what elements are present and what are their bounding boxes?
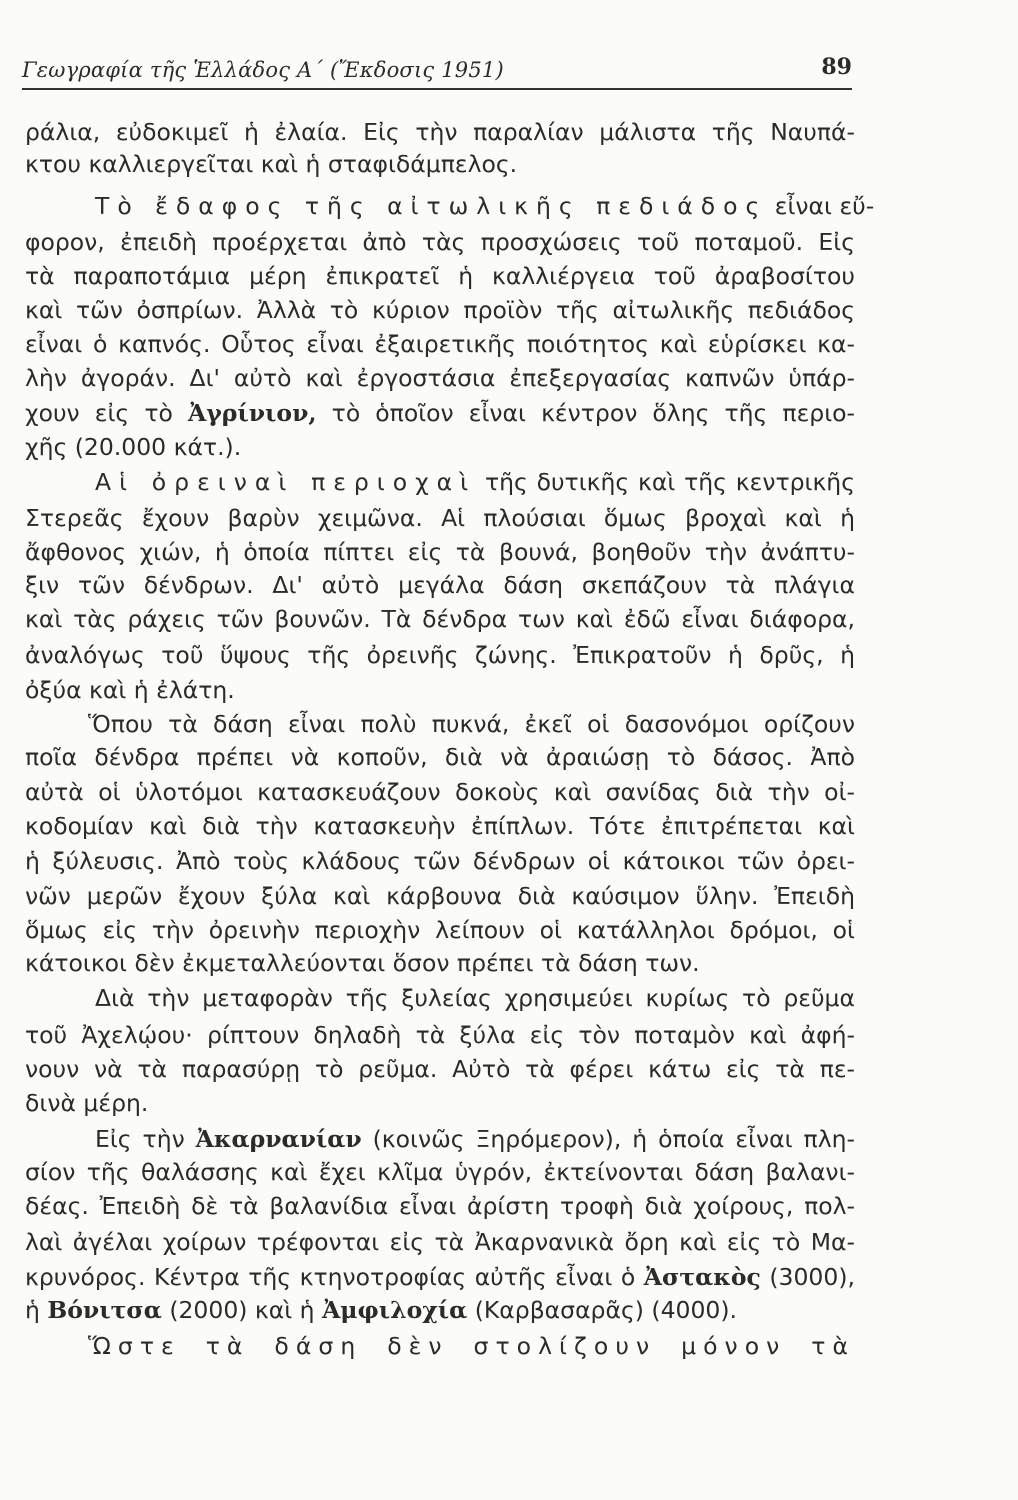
text-line: νουν νὰ τὰ παρασύρῃ τὸ ρεῦμα. Αὐτὸ τὰ φέρει κάτω εἰς τὰ πε- (25, 1055, 855, 1083)
text-span: (2000) καὶ ἡ (169, 1296, 315, 1324)
text-span: τὸ ὁποῖον εἶναι κέντρον ὅλης τῆς περιο- (331, 399, 856, 427)
text-line: καὶ τὰς ράχεις τῶν βουνῶν. Τὰ δένδρα των καὶ ἐδῶ εἶναι διάφορα, (25, 605, 855, 633)
text-line (25, 1262, 855, 1292)
place-name-amfilochia: Ἀμφιλοχία (322, 1296, 468, 1324)
place-name-agrinion: Ἀγρίνιον, (187, 399, 317, 427)
text-line: τὰ παραποτάμια μέρη ἐπικρατεῖ ἡ καλλιέργεια τοῦ ἀραβοσίτου (25, 262, 855, 290)
text-line: Ὅπου τὰ δάση εἶναι πολὺ πυκνά, ἐκεῖ οἱ δασονόμοι ορίζουν (88, 710, 855, 738)
text-line: καὶ τῶν ὀσπρίων. Ἀλλὰ τὸ κύριον προϊὸν τῆς αἰτωλικῆς πεδιάδος (25, 296, 855, 324)
text-line: κτου καλλιεργεῖται καὶ ἡ σταφιδάμπελος. (25, 150, 518, 178)
text-line (95, 467, 855, 497)
text-line: λαὶ ἀγέλαι χοίρων τρέφονται εἰς τὰ Ἀκαρνανικὰ ὄρη καὶ εἰς τὸ Μα- (25, 1228, 855, 1256)
spaced-emphasis: Τὸ ἔδαφος τῆς αἰτωλικῆς πεδιάδος (95, 192, 768, 220)
place-name-vonitsa: Βόνιτσα (47, 1296, 162, 1324)
text-line: ἄφθονος χιών, ἡ ὁποία πίπτει εἰς τὰ βουνά, βοηθοῦν τὴν ἀνάπτυ- (25, 538, 855, 566)
place-name-astakos: Ἀστακὸς (643, 1263, 761, 1291)
text-line: ποῖα δένδρα πρέπει νὰ κοποῦν, διὰ νὰ ἀραιώσῃ τὸ δάσος. Ἀπὸ (25, 743, 855, 771)
page-number: 89 (821, 54, 852, 80)
text-line: χῆς (20.000 κάτ.). (25, 433, 242, 461)
text-line: ὅμως εἰς τὴν ὀρεινὴν περιοχὴν λείπουν οἱ κατάλληλοι δρόμοι, οἱ (25, 916, 855, 944)
text-line: ράλια, εὐδοκιμεῖ ἡ ἐλαία. Εἰς τὴν παραλίαν μάλιστα τῆς Ναυπά- (25, 118, 855, 146)
text-span: εἶναι εὔ- (774, 192, 875, 220)
text-line: Διὰ τὴν μεταφορὰν τῆς ξυλείας χρησιμεύει κυρίως τὸ ρεῦμα (95, 984, 855, 1012)
text-line: φορον, ἐπειδὴ προέρχεται ἀπὸ τὰς προσχώσεις τοῦ ποταμοῦ. Εἰς (25, 228, 855, 256)
text-line: τοῦ Ἀχελῴου· ρίπτουν δηλαδὴ τὰ ξύλα εἰς τὸν ποταμὸν καὶ ἀφή- (25, 1021, 855, 1049)
text-span: κρυνόρος. Κέντρα τῆς κτηνοτροφίας αὐτῆς εἶναι ὁ (25, 1263, 636, 1291)
text-line: νῶν μερῶν ἔχουν ξύλα καὶ κάρβουνα διὰ καύσιμον ὕλην. Ἐπειδὴ (25, 882, 855, 910)
text-line: Ὥστε τὰ δάση δὲν στολίζουν μόνον τὰ (88, 1332, 855, 1360)
spaced-emphasis: Αἱ ὀρειναὶ περιοχαὶ (95, 468, 477, 496)
text-line: σίον τῆς θαλάσσης καὶ ἔχει κλῖμα ὑγρόν, ἐκτείνονται δάση βαλανι- (25, 1158, 855, 1186)
text-line: κοδομίαν καὶ διὰ τὴν κατασκευὴν ἐπίπλων. Τότε ἐπιτρέπεται καὶ (25, 812, 855, 840)
text-line: λὴν ἀγοράν. Δι' αὐτὸ καὶ ἐργοστάσια ἐπεξεργασίας καπνῶν ὑπάρ- (25, 364, 855, 392)
text-line: ξιν τῶν δένδρων. Δι' αὐτὸ μεγάλα δάση σκεπάζουν τὰ πλάγια (25, 571, 855, 599)
text-line: κάτοικοι δὲν ἐκμεταλλεύονται ὅσον πρέπει τὰ δάση των. (25, 949, 700, 977)
text-span: ἡ (25, 1296, 40, 1324)
text-line: δινὰ μέρη. (25, 1089, 149, 1117)
text-line: ὀξύα καὶ ἡ ἐλάτη. (25, 676, 235, 704)
text-span: (κοινῶς Ξηρόμερον), ἡ ὁποία εἶναι πλη- (372, 1125, 855, 1153)
text-line (25, 1295, 855, 1325)
text-span: Εἰς τὴν (95, 1125, 185, 1153)
book-title: Γεωγραφία τῆς Ἑλλάδος Α΄ (Ἔκδοσις 1951) (22, 58, 504, 82)
text-line: ἡ ξύλευσις. Ἀπὸ τοὺς κλάδους τῶν δένδρων οἱ κάτοικοι τῶν ὀρει- (25, 847, 855, 875)
text-line: εἶναι ὁ καπνός. Οὗτος εἶναι ἐξαιρετικῆς ποιότητος καὶ εὑρίσκει κα- (25, 330, 855, 358)
text-line (95, 191, 875, 221)
place-name-akarnania: Ἀκαρνανίαν (195, 1125, 362, 1153)
text-line: Στερεᾶς ἔχουν βαρὺν χειμῶνα. Αἱ πλούσιαι ὅμως βροχαὶ καὶ ἡ (25, 504, 855, 532)
text-line: αὐτὰ οἱ ὑλοτόμοι κατασκευάζουν δοκοὺς καὶ σανίδας διὰ τὴν οἰ- (25, 778, 855, 806)
text-line (95, 1124, 855, 1154)
text-span: τῆς δυτικῆς καὶ τῆς κεντρικῆς (484, 468, 855, 496)
text-line (25, 398, 855, 428)
text-span: χουν εἰς τὸ (25, 399, 173, 427)
text-line: δέας. Ἐπειδὴ δὲ τὰ βαλανίδια εἶναι ἀρίστη τροφὴ διὰ χοίρους, πολ- (25, 1192, 855, 1220)
text-line: ἀναλόγως τοῦ ὕψους τῆς ὀρεινῆς ζώνης. Ἐπικρατοῦν ἡ δρῦς, ἡ (25, 641, 855, 669)
text-span: (3000), (769, 1263, 855, 1291)
text-span: (Καρβασαρᾶς) (4000). (474, 1296, 738, 1324)
